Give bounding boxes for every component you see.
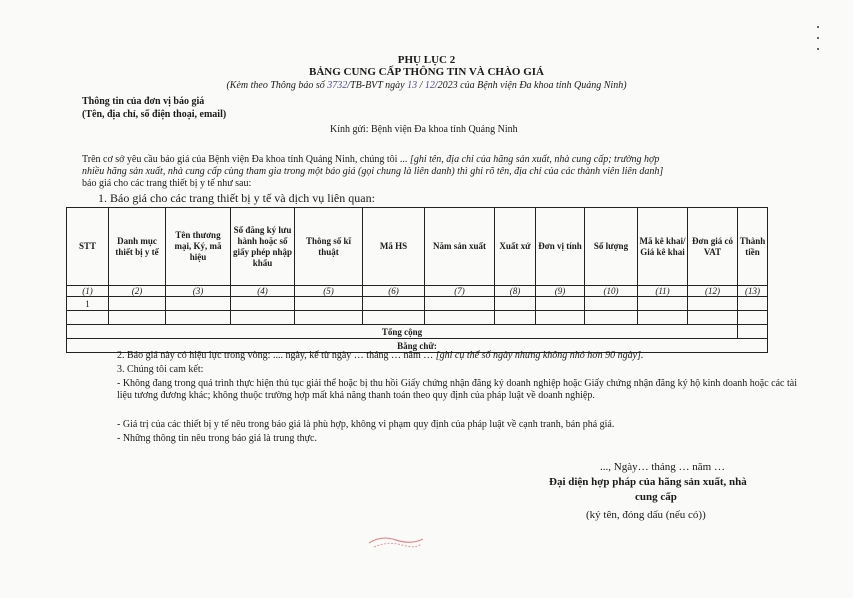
signature-date: ..., Ngày… tháng … năm … [600, 461, 725, 473]
column-index: (13) [738, 286, 768, 297]
notice-number-handwritten: 3732 [327, 80, 348, 91]
table-index-row [67, 286, 768, 297]
representative-title-cont: cung cấp [635, 491, 677, 503]
column-index: (6) [363, 286, 425, 297]
validity-note: 2. Báo giá này có hiệu lực trong vòng: .... ngày, kể từ ngày … tháng … năm … [ghi cụ thể số ngày nhưng không nhỏ hơn 90 ngày]. [117, 350, 644, 361]
column-header: Số đăng ký lưu hành hoặc số giấy phép nhập khẩu [231, 208, 295, 286]
commitment-item-1: - Không đang trong quá trình thực hiện thủ tục giải thể hoặc bị thu hồi Giấy chứng nhận đăng ký doanh nghiệp hoặc Giấy chứng nhận đăng ký hộ kinh doanh hoặc các tài liệu tương đương khác; không thuộc trường hợp mất khả năng thanh toán theo quy định của pháp luật về doanh nghiệp. [117, 378, 797, 401]
table-header-row [67, 208, 768, 286]
table-row [67, 297, 768, 311]
faint-stamp-mark [366, 531, 426, 551]
column-index: (1) [67, 286, 109, 297]
intro-line-3: báo giá cho các trang thiết bị y tế như sau: [82, 178, 252, 189]
column-index: (9) [536, 286, 585, 297]
column-header: Thông số kĩ thuật [295, 208, 363, 286]
column-index: (8) [495, 286, 536, 297]
commitment-heading: 3. Chúng tôi cam kết: [117, 364, 204, 375]
sender-info-hint: (Tên, địa chỉ, số điện thoại, email) [82, 109, 227, 120]
column-index: (11) [638, 286, 688, 297]
total-row [67, 325, 768, 339]
quotation-table [66, 207, 768, 353]
commitment-item-3: - Những thông tin nêu trong báo giá là trung thực. [117, 433, 317, 444]
column-header: Đơn giá có VAT [688, 208, 738, 286]
margin-marks [817, 26, 820, 56]
column-header: Xuất xứ [495, 208, 536, 286]
section-1-heading: 1. Báo giá cho các trang thiết bị y tế và dịch vụ liên quan: [98, 191, 375, 205]
appendix-label: PHỤ LỤC 2 [397, 54, 456, 66]
amount-in-words-label: Bằng chữ: [67, 339, 768, 353]
representative-title: Đại diện hợp pháp của hãng sản xuất, nhà [549, 476, 747, 488]
intro-line-1: Trên cơ sở yêu cầu báo giá của Bệnh viện Đa khoa tỉnh Quảng Ninh, chúng tôi ... [ghi tên, địa chỉ của hãng sản xuất, nhà cung cấp; trường hợp [82, 154, 660, 165]
column-header: Mã kê khai/ Giá kê khai [638, 208, 688, 286]
notice-day-handwritten: 13 [407, 80, 418, 91]
signature-note: (ký tên, đóng dấu (nếu có)) [586, 509, 706, 521]
column-index: (2) [109, 286, 166, 297]
column-header: Tên thương mại, Ký, mã hiệu [166, 208, 231, 286]
column-header: Đơn vị tính [536, 208, 585, 286]
column-header: Danh mục thiết bị y tế [109, 208, 166, 286]
sender-info-label: Thông tin của đơn vị báo giá [82, 96, 205, 107]
column-header: Mã HS [363, 208, 425, 286]
column-index: (10) [585, 286, 638, 297]
column-index: (4) [231, 286, 295, 297]
column-header: Năm sản xuất [425, 208, 495, 286]
intro-line-2: nhiều hãng sản xuất, nhà cung cấp cùng tham gia trong một báo giá (gọi chung là liên danh) thì ghi rõ tên, địa chỉ của các thành viên liên danh] [82, 166, 664, 177]
column-index: (12) [688, 286, 738, 297]
column-index: (7) [425, 286, 495, 297]
column-header: Số lượng [585, 208, 638, 286]
commitment-item-2: - Giá trị của các thiết bị y tế nêu trong báo giá là phù hợp, không vi phạm quy định của pháp luật về cạnh tranh, bán phá giá. [117, 419, 615, 430]
column-header: Thành tiền [738, 208, 768, 286]
recipient-line: Kính gửi: Bệnh viện Đa khoa tỉnh Quảng Ninh [330, 124, 518, 135]
column-index: (3) [166, 286, 231, 297]
total-label: Tổng cộng [67, 325, 738, 339]
notice-month-handwritten: 12 [424, 80, 435, 91]
column-header: STT [67, 208, 109, 286]
row-number: 1 [67, 297, 109, 311]
document-subtitle: (Kèm theo Thông báo số 3732/TB-BVT ngày 13 / 12/2023 của Bệnh viện Đa khoa tỉnh Quảng Ninh) [226, 80, 627, 91]
document-title: BẢNG CUNG CẤP THÔNG TIN VÀ CHÀO GIÁ [308, 66, 544, 78]
column-index: (5) [295, 286, 363, 297]
